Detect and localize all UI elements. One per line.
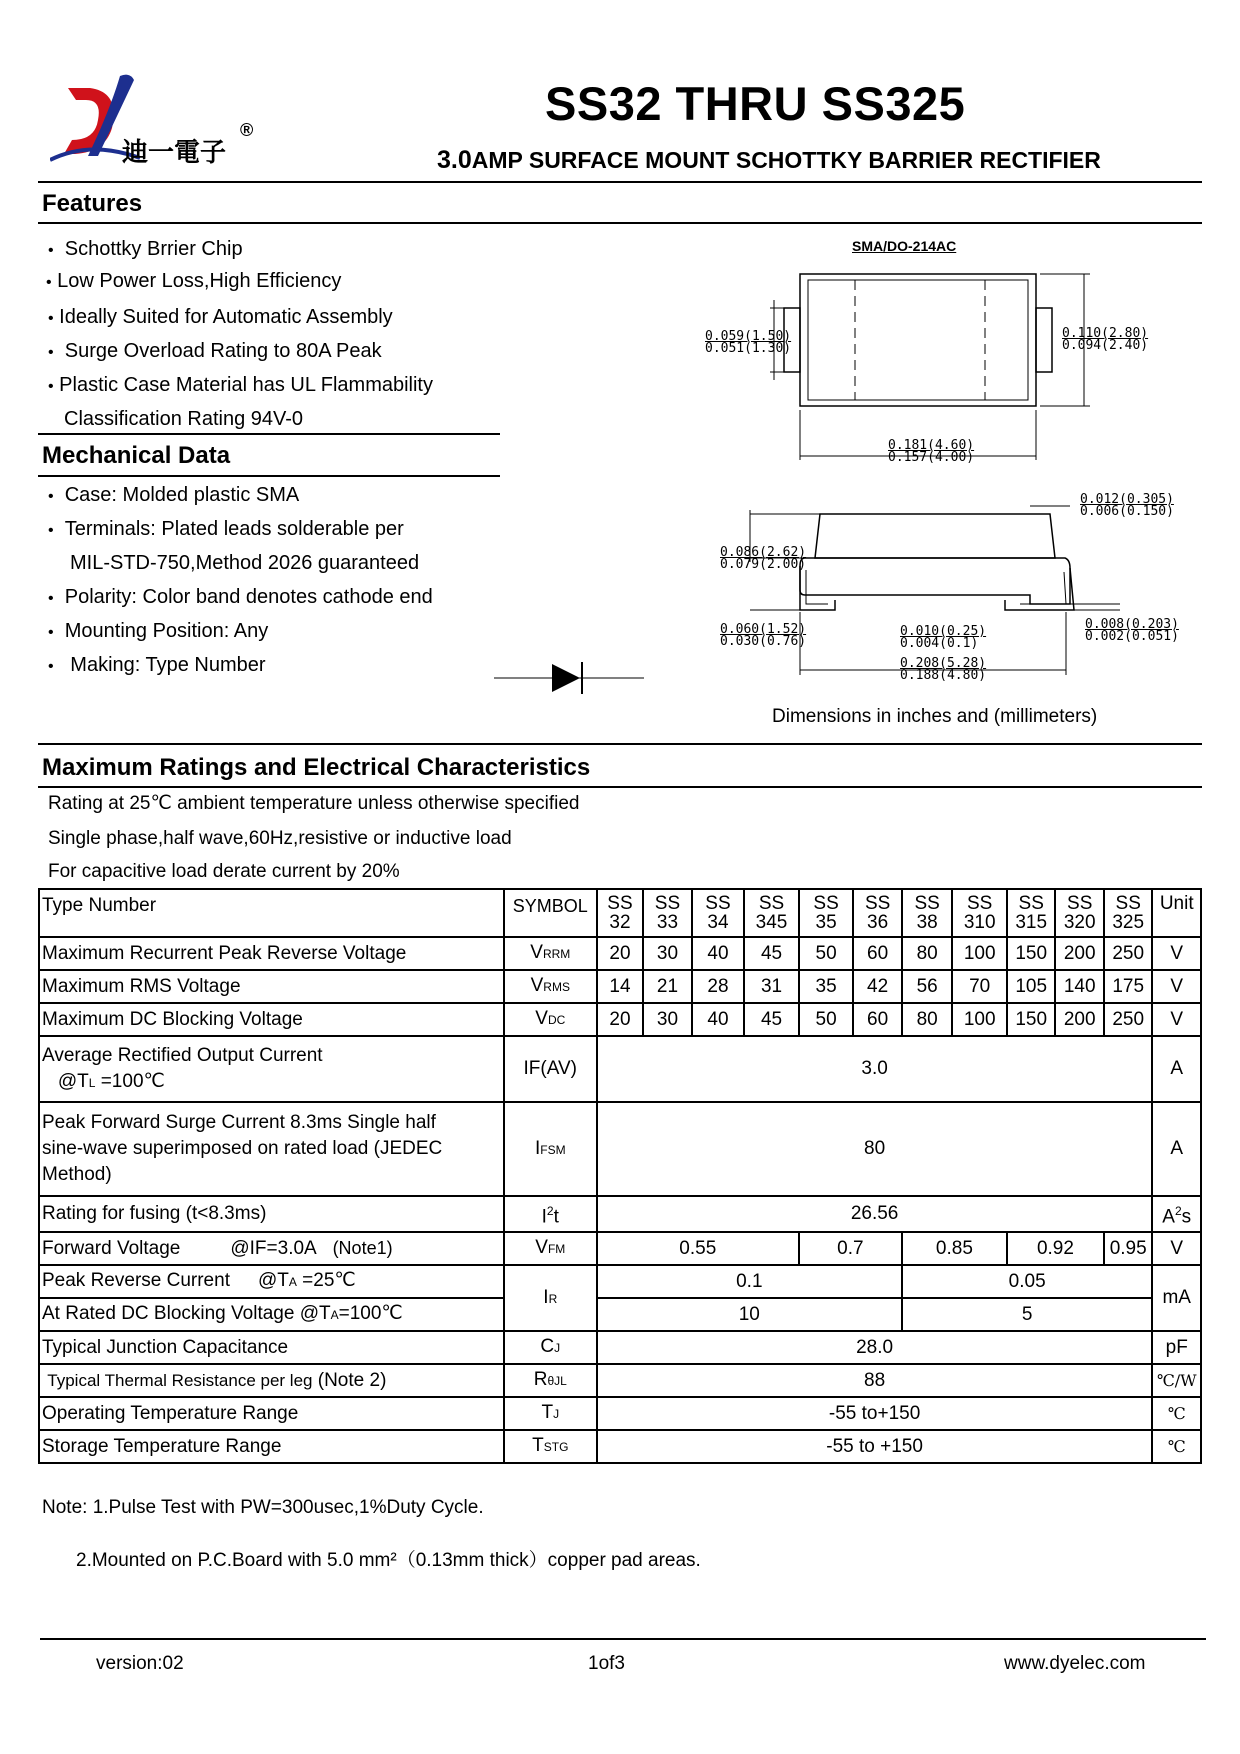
param-symbol: TSTG (504, 1430, 597, 1463)
param-symbol: VRMS (504, 970, 597, 1003)
value-cell: 150 (1007, 1003, 1056, 1036)
dim-overall-length: 0.208(5.28) 0.188(4.80) (900, 656, 987, 683)
param-symbol: RθJL (504, 1364, 597, 1397)
value-cell: -55 to +150 (597, 1430, 1153, 1463)
table-row (39, 1430, 1201, 1463)
param-symbol: CJ (504, 1331, 597, 1364)
value-cell: 35 (799, 970, 854, 1003)
param-symbol: VDC (504, 1003, 597, 1036)
value-cell: -55 to+150 (597, 1397, 1153, 1430)
unit-cell: $A^2s$ (1152, 1196, 1201, 1232)
part-cell: SS 36 (853, 889, 902, 937)
list-item: • Polarity: Color band denotes cathode end (48, 586, 433, 608)
footer-website: www.dyelec.com (1004, 1653, 1146, 1674)
param-label: Typical Junction Capacitance (39, 1331, 504, 1364)
value-cell: 175 (1104, 970, 1153, 1003)
value-cell: 140 (1055, 970, 1104, 1003)
page-title: SS32 THRU SS325 (545, 77, 966, 130)
param-symbol: VFM (504, 1232, 597, 1265)
package-label: SMA/DO-214AC (852, 238, 957, 254)
table-row (39, 1196, 1201, 1232)
dim-body-height: 0.086(2.62) 0.079(2.00) (720, 545, 807, 572)
rating-note-2: Single phase,half wave,60Hz,resistive or inductive load (48, 828, 512, 849)
ratings-top-line (38, 743, 1202, 745)
footer-divider (40, 1638, 1206, 1640)
table-row (39, 1003, 1201, 1036)
unit-cell: A (1152, 1102, 1201, 1196)
value-cell: 200 (1055, 1003, 1104, 1036)
value-cell: 5 (902, 1298, 1153, 1331)
value-cell: 28.0 (597, 1331, 1153, 1364)
table-row (39, 1102, 1201, 1196)
param-label: Maximum RMS Voltage (39, 970, 504, 1003)
value-cell: 45 (744, 1003, 799, 1036)
dimensions-caption: Dimensions in inches and (millimeters) (772, 706, 1098, 727)
mechanical-heading: Mechanical Data (42, 442, 231, 469)
param-label: At Rated DC Blocking Voltage @TA=100℃ (39, 1298, 504, 1331)
value-cell: 50 (799, 937, 854, 970)
list-item: Classification Rating 94V-0 (64, 408, 304, 430)
table-row (39, 1364, 1201, 1397)
param-label: Forward Voltage @IF=3.0A (Note1) (39, 1232, 504, 1265)
part-cell: SS 38 (902, 889, 953, 937)
dim-body-length: 0.181(4.60) 0.157(4.00) (888, 438, 975, 465)
unit-header: Unit (1152, 889, 1201, 937)
header-divider (38, 181, 1202, 183)
list-item: • Terminals: Plated leads solderable per (48, 518, 404, 540)
value-cell: 80 (597, 1102, 1153, 1196)
table-row (39, 1298, 1201, 1331)
value-cell: 30 (643, 937, 692, 970)
value-cell: 0.1 (597, 1265, 902, 1298)
value-cell: 70 (952, 970, 1007, 1003)
part-cell: SS 345 (744, 889, 799, 937)
table-row (39, 970, 1201, 1003)
type-number-header: Type Number (39, 889, 504, 937)
note-2: 2.Mounted on P.C.Board with 5.0 mm²（0.13mm thick）copper pad areas. (76, 1550, 701, 1571)
value-cell: 30 (643, 1003, 692, 1036)
table-row (39, 1331, 1201, 1364)
diode-symbol-icon (494, 660, 644, 696)
value-cell: 28 (692, 970, 745, 1003)
value-cell: 40 (692, 1003, 745, 1036)
list-item: • Schottky Brrier Chip (48, 238, 243, 260)
rating-note-1: Rating at 25℃ ambient temperature unless otherwise specified (48, 793, 580, 814)
list-item: MIL-STD-750,Method 2026 guaranteed (70, 552, 420, 574)
param-symbol: VRRM (504, 937, 597, 970)
list-item: • Ideally Suited for Automatic Assembly (48, 306, 393, 328)
value-cell: 150 (1007, 937, 1056, 970)
value-cell: 80 (902, 1003, 953, 1036)
param-symbol: IF(AV) (504, 1036, 597, 1102)
subtitle-amp: 3.0 (437, 146, 472, 174)
table-header-row (39, 889, 1201, 937)
value-cell: 0.92 (1007, 1232, 1104, 1265)
dim-lead-thickness: 0.012(0.305) 0.006(0.150) (1080, 492, 1174, 519)
value-cell: 0.05 (902, 1265, 1153, 1298)
value-cell: 105 (1007, 970, 1056, 1003)
value-cell: 60 (853, 1003, 902, 1036)
value-cell: 40 (692, 937, 745, 970)
value-cell: 21 (643, 970, 692, 1003)
value-cell: 88 (597, 1364, 1153, 1397)
param-label: Peak Reverse Current @TA =25℃ (39, 1265, 504, 1298)
value-cell: 45 (744, 937, 799, 970)
ratings-heading: Maximum Ratings and Electrical Characteristics (42, 754, 591, 781)
value-cell: 0.55 (597, 1232, 799, 1265)
list-item: • Making: Type Number (48, 654, 266, 676)
value-cell: 20 (597, 1003, 643, 1036)
logo-chinese-name: 迪一電子 (122, 138, 227, 168)
features-bottom-line (38, 433, 500, 435)
value-cell: 10 (597, 1298, 902, 1331)
dim-lead-width: 0.059(1.50) 0.051(1.30) (705, 329, 792, 356)
value-cell: 0.95 (1104, 1232, 1153, 1265)
value-cell: 50 (799, 1003, 854, 1036)
unit-cell: V (1152, 970, 1201, 1003)
mechanical-divider (38, 475, 500, 477)
dim-body-width: 0.110(2.80) 0.094(2.40) (1062, 326, 1149, 353)
company-logo (50, 70, 260, 170)
unit-cell: A (1152, 1036, 1201, 1102)
unit-cell: pF (1152, 1331, 1201, 1364)
unit-cell: mA (1152, 1265, 1201, 1331)
package-side-view-drawing (720, 500, 1180, 683)
value-cell: 0.85 (902, 1232, 1007, 1265)
value-cell: 20 (597, 937, 643, 970)
param-symbol: $I^2t$ (504, 1196, 597, 1232)
value-cell: 42 (853, 970, 902, 1003)
value-cell: 100 (952, 1003, 1007, 1036)
param-label: Rating for fusing (t<8.3ms) (39, 1196, 504, 1232)
footer-version: version:02 (96, 1653, 184, 1674)
value-cell: 56 (902, 970, 953, 1003)
ratings-divider (38, 786, 1202, 788)
list-item: • Mounting Position: Any (48, 620, 269, 642)
dim-standoff: 0.010(0.25) 0.004(0.1) (900, 624, 987, 651)
registered-mark: ® (240, 120, 254, 140)
table-row (39, 1036, 1201, 1102)
part-cell: SS 32 (597, 889, 643, 937)
value-cell: 250 (1104, 1003, 1153, 1036)
unit-cell: V (1152, 1232, 1201, 1265)
list-item: • Low Power Loss,High Efficiency (46, 270, 342, 292)
table-row (39, 1265, 1201, 1298)
note-1: Note: 1.Pulse Test with PW=300usec,1%Duty Cycle. (42, 1497, 484, 1518)
param-label: Maximum DC Blocking Voltage (39, 1003, 504, 1036)
value-cell: 200 (1055, 937, 1104, 970)
table-row (39, 937, 1201, 970)
value-cell: 31 (744, 970, 799, 1003)
param-symbol: IR (504, 1265, 597, 1331)
unit-cell: ℃ (1152, 1430, 1201, 1463)
ratings-table (38, 888, 1202, 1464)
unit-cell: ℃ (1152, 1397, 1201, 1430)
param-label: Maximum Recurrent Peak Reverse Voltage (39, 937, 504, 970)
part-cell: SS 315 (1007, 889, 1056, 937)
unit-cell: ℃/W (1152, 1364, 1201, 1397)
param-label: Peak Forward Surge Current 8.3ms Single half sine-wave superimposed on rated load (JEDEC Method) (39, 1102, 504, 1196)
value-cell: 26.56 (597, 1196, 1153, 1232)
unit-cell: V (1152, 1003, 1201, 1036)
part-cell: SS 35 (799, 889, 854, 937)
part-cell: SS 33 (643, 889, 692, 937)
subtitle-text: AMP SURFACE MOUNT SCHOTTKY BARRIER RECTIFIER (471, 147, 1101, 173)
footer-page-number: 1of3 (588, 1653, 625, 1674)
table-row (39, 1232, 1201, 1265)
value-cell: 0.7 (799, 1232, 902, 1265)
dim-lead-length: 0.060(1.52) 0.030(0.76) (720, 622, 807, 649)
value-cell: 14 (597, 970, 643, 1003)
param-label: Typical Thermal Resistance per leg (Note 2) (39, 1364, 504, 1397)
param-symbol: TJ (504, 1397, 597, 1430)
value-cell: 100 (952, 937, 1007, 970)
list-item: • Case: Molded plastic SMA (48, 484, 300, 506)
features-heading: Features (42, 190, 143, 217)
param-symbol: IFSM (504, 1102, 597, 1196)
list-item: • Surge Overload Rating to 80A Peak (48, 340, 382, 362)
symbol-header: SYMBOL (504, 889, 597, 937)
features-divider (38, 222, 1202, 224)
page-subtitle (437, 146, 1101, 175)
param-label: Operating Temperature Range (39, 1397, 504, 1430)
part-cell: SS 325 (1104, 889, 1153, 937)
value-cell: 60 (853, 937, 902, 970)
param-label: Average Rectified Output Current @TL =100℃ (39, 1036, 504, 1102)
unit-cell: V (1152, 937, 1201, 970)
dim-foot: 0.008(0.203) 0.002(0.051) (1085, 617, 1179, 644)
value-cell: 3.0 (597, 1036, 1153, 1102)
table-row (39, 1397, 1201, 1430)
param-label: Storage Temperature Range (39, 1430, 504, 1463)
part-cell: SS 310 (952, 889, 1007, 937)
rating-note-3: For capacitive load derate current by 20% (48, 861, 400, 882)
part-cell: SS 34 (692, 889, 745, 937)
value-cell: 80 (902, 937, 953, 970)
list-item: • Plastic Case Material has UL Flammability (48, 374, 433, 396)
part-cell: SS 320 (1055, 889, 1104, 937)
value-cell: 250 (1104, 937, 1153, 970)
